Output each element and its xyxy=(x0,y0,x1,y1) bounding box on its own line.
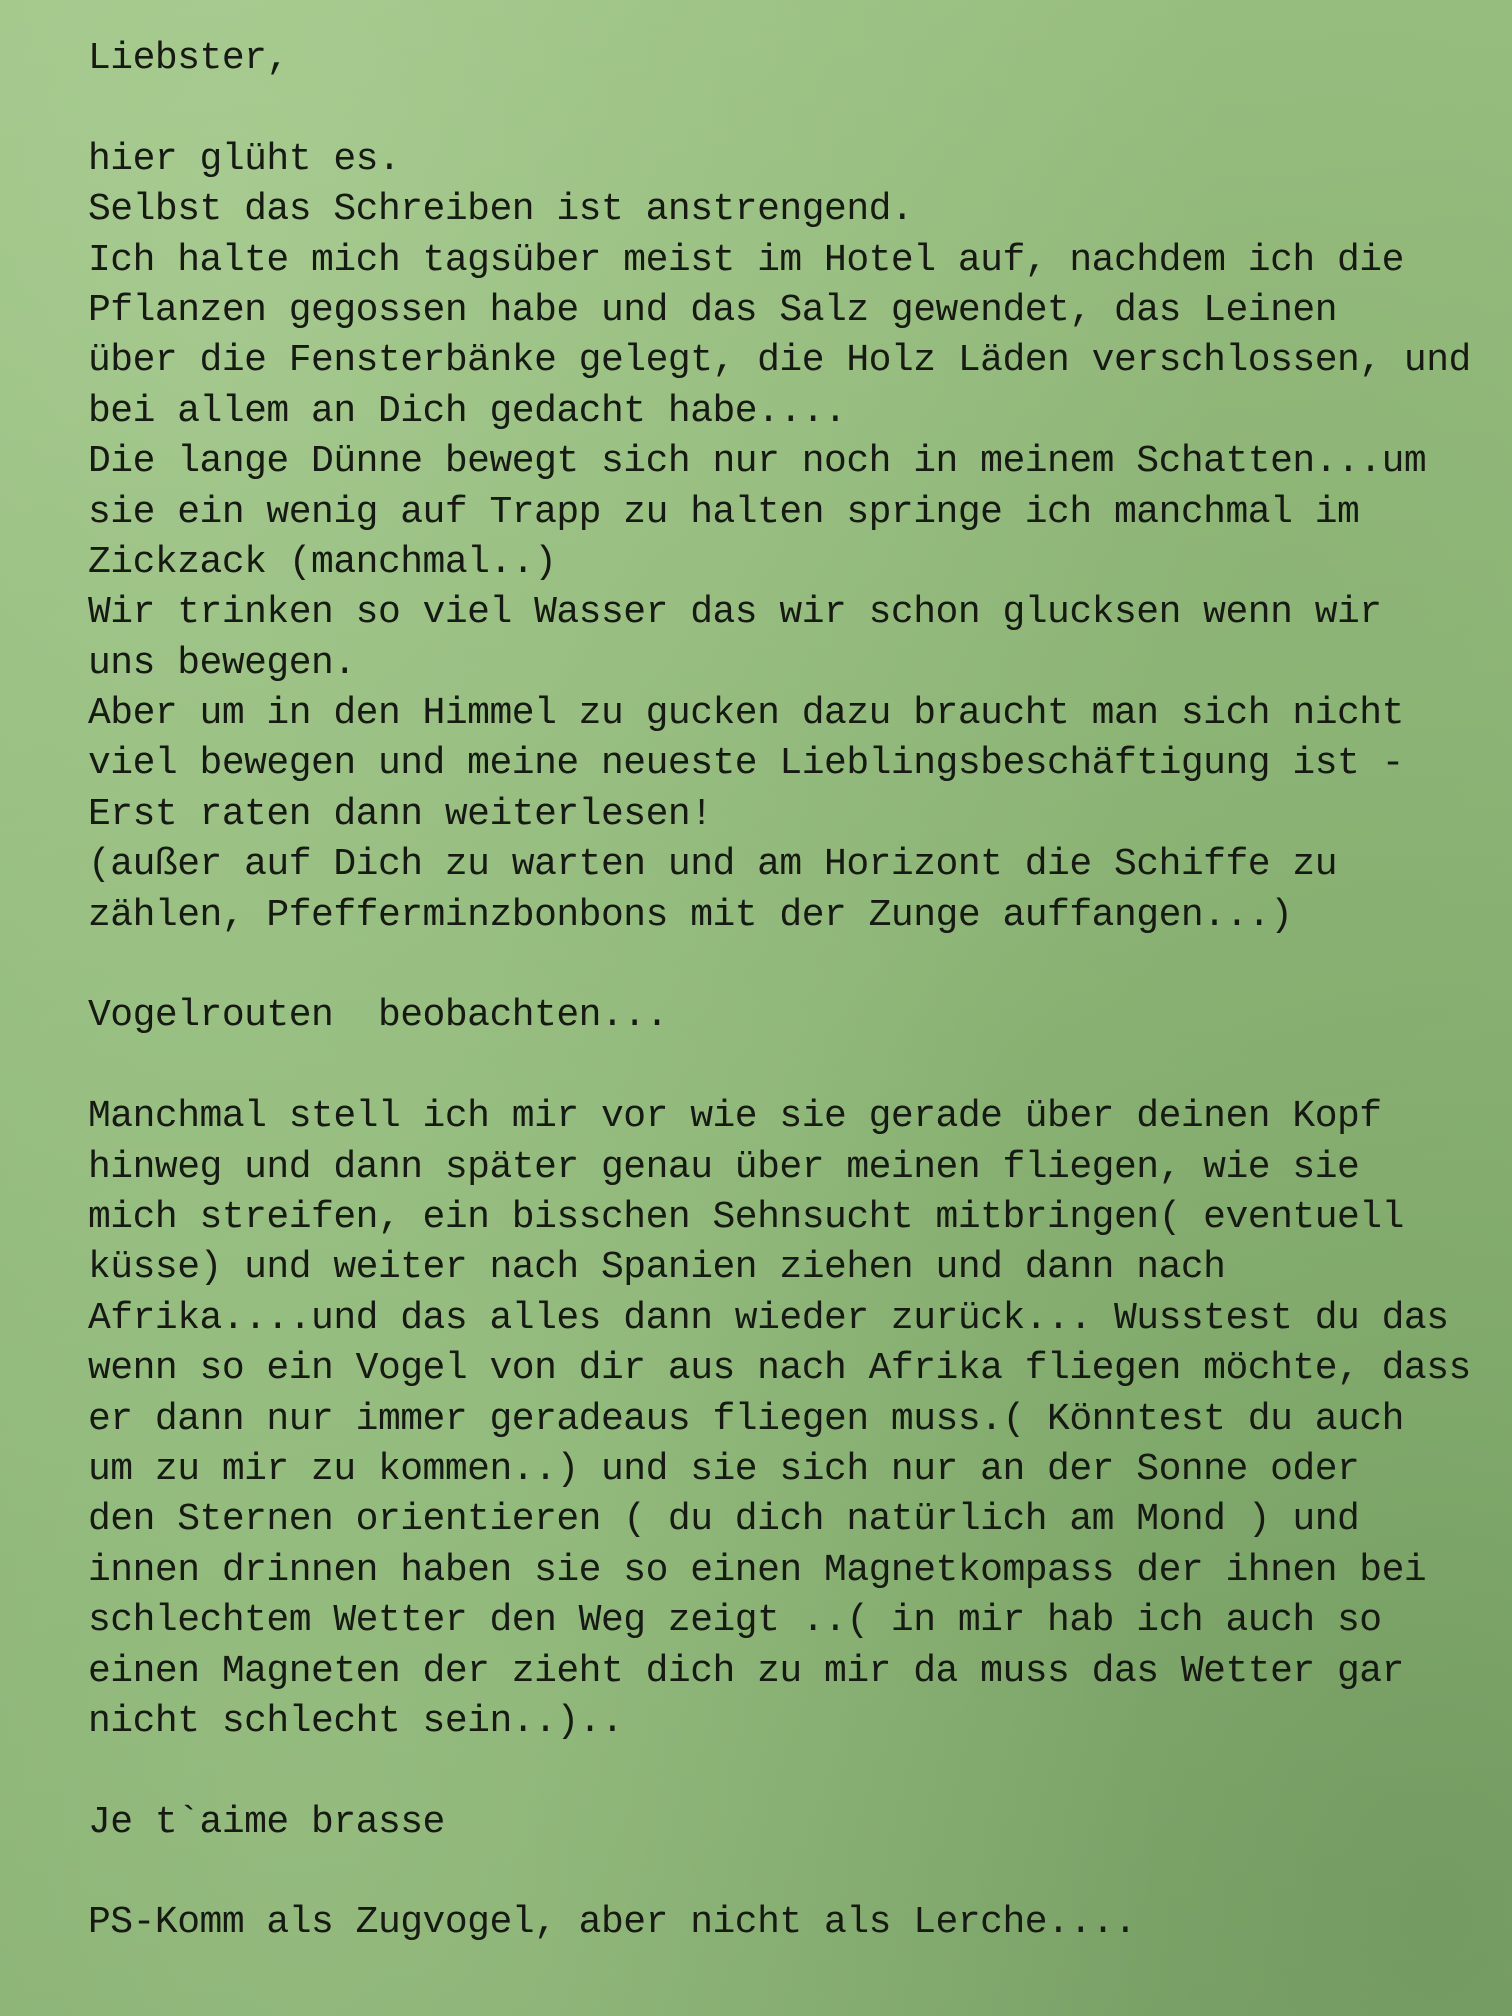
blank-line xyxy=(88,941,1488,991)
letter-line: innen drinnen haben sie so einen Magnetkompass der ihnen bei xyxy=(88,1548,1427,1592)
letter-line: einen Magneten der zieht dich zu mir da muss das Wetter gar xyxy=(88,1649,1404,1693)
letter-line: Ich halte mich tagsüber meist im Hotel auf, nachdem ich die xyxy=(88,238,1404,282)
letter-line: Vogelrouten beobachten... xyxy=(88,994,668,1038)
letter-line: küsse) und weiter nach Spanien ziehen und dann nach xyxy=(88,1246,1226,1290)
letter-body xyxy=(88,34,1488,1949)
letter-line: Selbst das Schreiben ist anstrengend. xyxy=(88,188,914,232)
letter-line: Die lange Dünne bewegt sich nur noch in meinem Schatten...um xyxy=(88,440,1427,484)
letter-line: uns bewegen. xyxy=(88,641,356,685)
letter-line: PS-Komm als Zugvogel, aber nicht als Lerche.... xyxy=(88,1901,1137,1945)
letter-line: Pflanzen gegossen habe und das Salz gewendet, das Leinen xyxy=(88,288,1338,332)
letter-line: viel bewegen und meine neueste Lieblingsbeschäftigung ist - xyxy=(88,742,1404,786)
letter-line: um zu mir zu kommen..) und sie sich nur an der Sonne oder xyxy=(88,1447,1360,1491)
letter-line: Erst raten dann weiterlesen! xyxy=(88,792,713,836)
letter-line: mich streifen, ein bisschen Sehnsucht mitbringen( eventuell xyxy=(88,1195,1404,1239)
letter-line: er dann nur immer geradeaus fliegen muss.( Könntest du auch xyxy=(88,1397,1404,1441)
letter-line: hier glüht es. xyxy=(88,137,401,181)
letter-line: den Sternen orientieren ( du dich natürlich am Mond ) und xyxy=(88,1498,1360,1542)
letter-line: bei allem an Dich gedacht habe.... xyxy=(88,389,847,433)
letter-line: sie ein wenig auf Trapp zu halten springe ich manchmal im xyxy=(88,490,1360,534)
letter-line: über die Fensterbänke gelegt, die Holz Läden verschlossen, und xyxy=(88,339,1471,383)
letter-line: Zickzack (manchmal..) xyxy=(88,540,557,584)
letter-line: schlechtem Wetter den Weg zeigt ..( in mir hab ich auch so xyxy=(88,1599,1382,1643)
blank-line xyxy=(88,84,1488,134)
letter-line: hinweg und dann später genau über meinen fliegen, wie sie xyxy=(88,1145,1360,1189)
blank-line xyxy=(88,1848,1488,1898)
letter-line: Je t`aime brasse xyxy=(88,1800,445,1844)
letter-line: wenn so ein Vogel von dir aus nach Afrika fliegen möchte, dass xyxy=(88,1347,1471,1391)
letter-line: (außer auf Dich zu warten und am Horizont die Schiffe zu xyxy=(88,843,1338,887)
letter-line: Manchmal stell ich mir vor wie sie gerade über deinen Kopf xyxy=(88,1095,1382,1139)
letter-line: Afrika....und das alles dann wieder zurück... Wusstest du das xyxy=(88,1296,1449,1340)
letter-line: nicht schlecht sein..).. xyxy=(88,1699,624,1743)
letter-line: zählen, Pfefferminzbonbons mit der Zunge auffangen...) xyxy=(88,893,1293,937)
letter-line: Liebster, xyxy=(88,37,289,80)
letter-line: Wir trinken so viel Wasser das wir schon glucksen wenn wir xyxy=(88,591,1382,635)
blank-line xyxy=(88,1042,1488,1092)
blank-line xyxy=(88,1747,1488,1797)
letter-line: Aber um in den Himmel zu gucken dazu braucht man sich nicht xyxy=(88,692,1404,736)
